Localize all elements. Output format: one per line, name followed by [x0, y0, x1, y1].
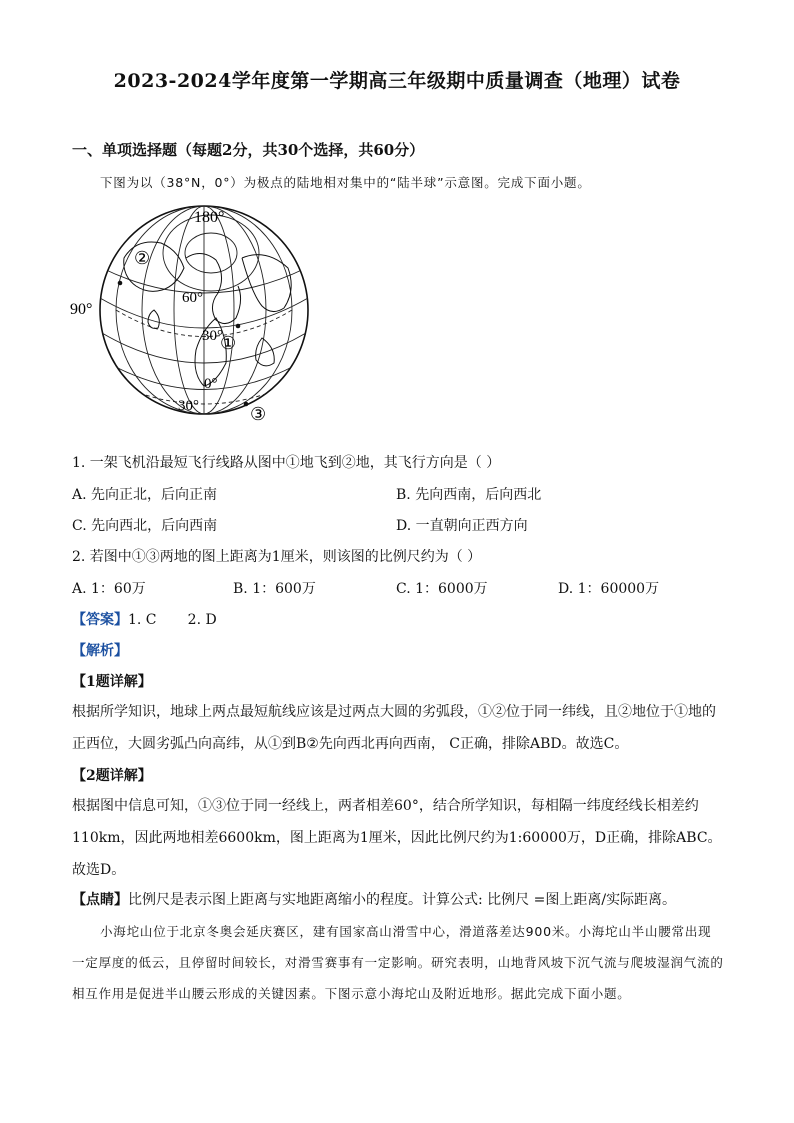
tip-text: 比例尺是表示图上距离与实地距离缩小的程度。计算公式: 比例尺 =图上距离/实际距离。	[128, 892, 677, 908]
answer-text: 1. C 2. D	[128, 612, 217, 628]
answer-line	[72, 609, 217, 629]
q2-option-a: A. 1：60万	[72, 581, 146, 597]
question-intro: 下图为以（38°N，0°）为极点的陆地相对集中的“陆半球”示意图。完成下面小题。	[100, 175, 591, 190]
q1-option-a: A. 先向正北，后向正南	[72, 487, 218, 503]
point-3-marker	[244, 402, 249, 407]
q2-stem: 2. 若图中①③两地的图上距离为1厘米，则该图的比例尺约为（ ）	[72, 549, 482, 565]
label-lat60: 60°	[182, 290, 203, 306]
label-point-3: ③	[250, 404, 267, 424]
label-lon90: 90°	[70, 301, 93, 318]
next-question-intro: 小海坨山位于北京冬奥会延庆赛区，建有国家高山滑雪中心，滑道落差达900米。小海坨山半山腰常出现一定厚度的低云，且停留时间较长，对滑雪赛事有一定影响。研究表明，山地背风坡下沉气流与爬坡湿润气流的相互作用是促进半山腰云形成的关键因素。下图示意小海坨山及附近地形。据此完成下面小题。	[72, 924, 724, 1001]
q1-option-b: B. 先向西南，后向西北	[396, 487, 542, 503]
tip-label: 【点睛】	[72, 892, 128, 908]
page-title: 2023-2024学年度第一学期高三年级期中质量调查（地理）试卷	[113, 70, 681, 92]
detail-1-text: 根据所学知识，地球上两点最短航线应该是过两点大圆的劣弧段，①②位于同一纬线，且②地位于①地的正西位，大圆劣弧凸向高纬，从①到B②先向西北再向西南， C正确，排除ABD。故选C。	[72, 704, 716, 752]
label-point-1: ①	[220, 333, 237, 353]
q2-option-d: D. 1：60000万	[558, 581, 660, 597]
detail-2-text: 根据图中信息可知，①③位于同一经线上，两者相差60°，结合所学知识，每相隔一纬度经线长相差约110km，因此两地相差6600km，图上距离为1厘米，因此比例尺约为1:60000万，D正确，排除ABC。故选D。	[72, 798, 722, 878]
label-lat0: 0°	[204, 376, 218, 392]
detail-1-label: 【1题详解】	[72, 674, 152, 690]
land-hemisphere-figure	[66, 198, 326, 428]
q1-stem: 1. 一架飞机沿最短飞行线路从图中①地飞到②地，其飞行方向是（ ）	[72, 455, 501, 471]
point-2-marker	[118, 281, 123, 286]
answer-label: 【答案】	[72, 612, 128, 628]
label-lat30s: 30°	[178, 398, 199, 414]
q1-option-c: C. 先向西北，后向西南	[72, 518, 218, 534]
label-lon180: 180°	[194, 209, 225, 226]
q1-option-d: D. 一直朝向正西方向	[396, 518, 528, 534]
label-lat30: 30°	[202, 328, 223, 344]
analysis-label: 【解析】	[72, 643, 128, 659]
detail-2-label: 【2题详解】	[72, 768, 152, 784]
q2-option-b: B. 1：600万	[233, 581, 316, 597]
q2-option-c: C. 1：6000万	[396, 581, 488, 597]
label-point-2: ②	[134, 248, 151, 268]
point-1-marker	[236, 324, 241, 329]
tip-line	[72, 884, 724, 916]
section-heading: 一、单项选择题（每题2分，共30个选择，共60分）	[72, 141, 425, 159]
